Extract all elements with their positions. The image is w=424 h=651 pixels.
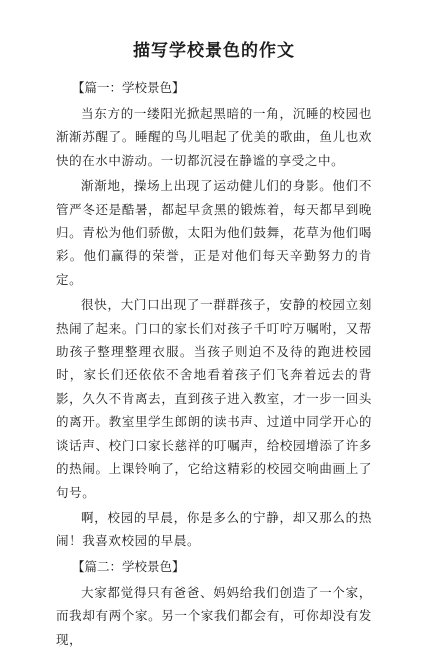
paragraph: 啊，校园的早晨，你是多么的宁静，却又那么的热闹！我喜欢校园的早晨。	[56, 509, 372, 549]
paragraph: 很快，大门口出现了一群群孩子，安静的校园立刻热闹了起来。门口的家长们对孩子千叮咛万嘱咐，又帮助孩子整理整理衣服。当孩子则迫不及待的跑进校园时，家长们还依依不舍地看着孩子们飞奔着远去的背影，久久不肯离去，直到孩子进入教室，才一步一回头的离开。教室里学生郎朗的读书声、过道中同学开心的谈话声、校门口家长慈祥的叮嘱声，给校园增添了许多的热闹。上课铃响了，它给这精彩的校园交响曲画上了句号。	[56, 297, 372, 500]
section-one	[56, 76, 372, 553]
document-title: 描写学校景色的作文	[133, 41, 295, 61]
paragraph: 大家都觉得只有爸爸、妈妈给我们创造了一个家，而我却有两个家。另一个家我们都会有，可你却没有发现，	[56, 584, 372, 647]
section-heading: 【篇一：学校景色】	[72, 80, 185, 95]
section-heading: 【篇二：学校景色】	[72, 558, 185, 574]
paragraph: 当东方的一缕阳光掀起黑暗的一角，沉睡的校园也渐渐苏醒了。睡醒的鸟儿唱起了优美的歌曲，鱼儿也欢快的在水中游动。一切都沉浸在静谧的享受之中。	[56, 106, 372, 168]
paragraph: 渐渐地，操场上出现了运动健儿们的身影。他们不管严冬还是酷暑，都起早贪黑的锻炼着，每天都早到晚归。青松为他们骄傲，太阳为他们鼓舞，花草为他们喝彩。他们赢得的荣誉，正是对他们每天辛勤努力的肯定。	[56, 178, 372, 287]
section-two	[56, 555, 372, 651]
